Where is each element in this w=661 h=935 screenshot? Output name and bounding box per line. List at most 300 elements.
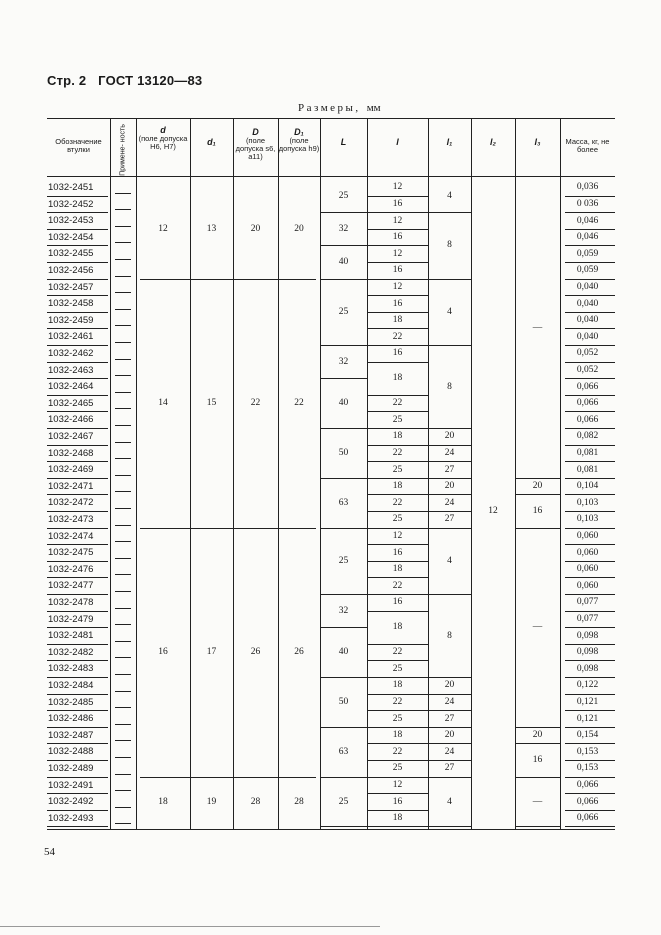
l1-cell: 4	[447, 796, 452, 807]
mass-underline	[565, 577, 615, 578]
D-cell: 22	[250, 398, 261, 409]
l-cell-rule	[367, 777, 428, 778]
designation-cell: 1032-2491	[48, 779, 94, 791]
l1-cell-rule	[428, 760, 471, 761]
designation-cell: 1032-2492	[48, 796, 94, 808]
l1-cell-rule	[428, 494, 471, 495]
designation-cell: 1032-2472	[48, 497, 94, 509]
l3-cell: 20	[532, 730, 543, 741]
designation-underline	[47, 345, 108, 346]
mass-underline	[565, 760, 615, 761]
designation-underline	[47, 362, 108, 363]
designation-cell: 1032-2489	[48, 763, 94, 774]
l3-cell-rule	[515, 494, 560, 495]
d1-cell: 19	[206, 796, 217, 807]
L-cell: 40	[338, 398, 349, 409]
l-cell: 12	[392, 779, 403, 790]
l-cell: 18	[392, 481, 403, 492]
l-cell-rule	[367, 345, 428, 346]
d-cell: 18	[158, 796, 168, 807]
mass-cell: 0,081	[576, 447, 599, 458]
header-l: l	[396, 137, 399, 147]
designation-underline	[47, 660, 108, 661]
column-divider	[471, 118, 472, 829]
l3-cell: —	[532, 323, 543, 334]
applicability-blank	[115, 541, 131, 542]
mass-underline	[565, 660, 615, 661]
column-divider	[110, 118, 111, 829]
l-cell-rule	[367, 660, 428, 661]
l1-cell-rule	[428, 777, 471, 778]
mass-cell: 0,154	[576, 730, 599, 741]
L-cell-rule	[320, 627, 367, 628]
D1-cell: 26	[294, 647, 304, 658]
designation-underline	[47, 577, 108, 578]
l1-cell-rule	[428, 212, 471, 213]
l-cell-rule	[367, 312, 428, 313]
mass-cell: 0,040	[576, 331, 599, 342]
mass-underline	[565, 710, 615, 711]
column-divider	[320, 118, 321, 829]
applicability-blank	[115, 508, 131, 509]
standard-number: ГОСТ 13120—83	[98, 73, 203, 88]
designation-cell: 1032-2451	[48, 182, 94, 193]
designation-underline	[47, 445, 108, 446]
l1-cell-rule	[428, 594, 471, 595]
designation-underline	[47, 328, 108, 329]
designation-cell: 1032-2487	[48, 729, 94, 741]
l-cell-rule	[367, 743, 428, 744]
L-cell-rule	[320, 528, 367, 529]
designation-cell: 1032-2455	[48, 248, 94, 260]
l-cell-rule	[367, 362, 428, 363]
l-cell: 18	[392, 730, 403, 741]
mass-cell: 0,103	[576, 497, 599, 508]
L-cell: 25	[338, 306, 349, 317]
designation-underline	[47, 262, 108, 263]
l-cell: 16	[392, 796, 403, 807]
L-cell-rule	[320, 345, 367, 346]
l-cell: 18	[392, 680, 403, 691]
page-header	[47, 73, 202, 88]
bottom-rule	[0, 926, 380, 927]
applicability-blank	[115, 724, 131, 725]
mass-cell: 0,066	[576, 813, 599, 824]
l1-cell: 20	[444, 680, 455, 691]
l-cell: 25	[392, 414, 403, 425]
designation-underline	[47, 494, 108, 495]
mass-underline	[565, 644, 615, 645]
l-cell: 12	[392, 215, 403, 226]
designation-cell: 1032-2476	[48, 563, 94, 575]
l1-cell-rule	[428, 445, 471, 446]
D1-cell: 22	[294, 398, 304, 409]
mass-cell: 0,081	[576, 464, 599, 475]
mass-cell: 0,104	[576, 481, 599, 492]
mass-cell: 0,121	[576, 713, 599, 724]
header-d: d (поле допуска H6, H7)	[138, 125, 188, 152]
l-cell: 16	[392, 198, 403, 209]
applicability-blank	[115, 475, 131, 476]
designation-cell: 1032-2456	[48, 265, 94, 276]
designation-cell: 1032-2469	[48, 464, 94, 476]
applicability-blank	[115, 276, 131, 277]
L-cell-rule	[320, 428, 367, 429]
mass-underline	[565, 511, 615, 512]
mass-underline	[565, 627, 615, 628]
l-cell-rule	[367, 577, 428, 578]
l-cell-rule	[367, 262, 428, 263]
designation-cell: 1032-2478	[48, 597, 94, 608]
mass-cell: 0,082	[576, 431, 599, 442]
l3-cell: —	[532, 622, 543, 633]
mass-underline	[565, 262, 615, 263]
designation-cell: 1032-2475	[48, 547, 94, 559]
d-cell: 16	[158, 647, 168, 658]
mass-cell: 0,066	[576, 796, 599, 807]
header-d1: d₁	[207, 137, 216, 147]
designation-underline	[47, 677, 108, 678]
applicability-blank	[115, 226, 131, 227]
applicability-blank	[115, 574, 131, 575]
l-cell-rule	[367, 411, 428, 412]
mass-underline	[565, 196, 615, 197]
designation-underline	[47, 245, 108, 246]
mass-cell: 0,046	[576, 215, 599, 226]
l1-cell: 20	[444, 481, 455, 492]
d1-cell: 15	[206, 398, 217, 409]
applicability-blank	[115, 359, 131, 360]
l-cell-rule	[367, 395, 428, 396]
mass-cell: 0,098	[576, 647, 599, 658]
l-cell-rule	[367, 212, 428, 213]
designation-underline	[47, 694, 108, 695]
l-cell-rule	[367, 511, 428, 512]
l-cell-rule	[367, 644, 428, 645]
L-cell-rule	[320, 478, 367, 479]
page-number: 54	[44, 846, 55, 858]
l-cell: 22	[392, 746, 403, 757]
mass-cell: 0,036	[576, 182, 599, 193]
l-cell-rule	[367, 461, 428, 462]
l1-cell: 8	[447, 381, 452, 392]
header-mass: Масса, кг, не более	[565, 137, 610, 154]
designation-cell: 1032-2474	[48, 530, 94, 542]
designation-cell: 1032-2481	[48, 630, 94, 642]
mass-underline	[565, 743, 615, 744]
designation-underline	[47, 777, 108, 778]
L-cell-rule	[320, 594, 367, 595]
l1-cell-rule	[428, 528, 471, 529]
L-cell: 63	[338, 497, 349, 508]
l-cell: 18	[392, 315, 403, 326]
l-cell: 25	[392, 663, 403, 674]
column-divider	[190, 118, 191, 829]
group-rule	[140, 777, 316, 778]
l-cell: 18	[392, 564, 403, 575]
l-cell: 22	[392, 580, 403, 591]
L-cell: 25	[338, 555, 349, 566]
l-cell-rule	[367, 328, 428, 329]
designation-underline	[47, 428, 108, 429]
l1-cell: 24	[444, 696, 455, 707]
L-cell: 50	[338, 696, 349, 707]
l-cell: 12	[392, 281, 403, 292]
applicability-blank	[115, 608, 131, 609]
mass-cell: 0,060	[576, 564, 599, 575]
designation-underline	[47, 312, 108, 313]
l-cell-rule	[367, 494, 428, 495]
l1-cell-rule	[428, 727, 471, 728]
designation-cell: 1032-2452	[48, 198, 94, 210]
L-cell: 63	[338, 746, 349, 757]
l-cell: 22	[392, 696, 403, 707]
L-cell-rule	[320, 212, 367, 213]
mass-underline	[565, 362, 615, 363]
designation-cell: 1032-2459	[48, 314, 94, 326]
mass-cell: 0,077	[576, 597, 599, 608]
applicability-blank	[115, 674, 131, 675]
l-cell: 25	[392, 514, 403, 525]
mass-cell: 0,066	[576, 779, 599, 790]
applicability-blank	[115, 193, 131, 194]
designation-underline	[47, 461, 108, 462]
l-cell-rule	[367, 826, 428, 827]
caption-text: Размеры,	[298, 102, 361, 114]
applicability-blank	[115, 525, 131, 526]
page-label: Стр. 2	[47, 73, 87, 88]
applicability-blank	[115, 657, 131, 658]
mass-cell: 0,052	[576, 364, 599, 375]
L-cell-rule	[320, 245, 367, 246]
header-l3: l₃	[534, 137, 541, 147]
l1-cell-rule	[428, 428, 471, 429]
l-cell-rule	[367, 760, 428, 761]
designation-underline	[47, 594, 108, 595]
header-applicability-text: Примене- ность	[119, 124, 127, 176]
designation-underline	[47, 478, 108, 479]
applicability-blank	[115, 707, 131, 708]
column-divider	[278, 118, 279, 829]
header-designation: Обозначение втулки	[55, 137, 102, 154]
designation-cell: 1032-2486	[48, 713, 94, 725]
L-cell: 50	[338, 447, 349, 458]
designation-underline	[47, 793, 108, 794]
l-cell-rule	[367, 478, 428, 479]
l-cell-rule	[367, 677, 428, 678]
designation-cell: 1032-2458	[48, 298, 94, 310]
mass-underline	[565, 528, 615, 529]
l1-cell-rule	[428, 478, 471, 479]
mass-underline	[565, 229, 615, 230]
mass-underline	[565, 395, 615, 396]
l1-cell-rule	[428, 710, 471, 711]
applicability-blank	[115, 425, 131, 426]
l1-cell: 24	[444, 447, 455, 458]
l1-cell: 4	[447, 306, 452, 317]
l1-cell: 27	[444, 713, 455, 724]
D-cell: 20	[250, 223, 261, 234]
l-cell: 16	[392, 265, 403, 276]
l-cell-rule	[367, 611, 428, 612]
designation-cell: 1032-2467	[48, 431, 94, 442]
mass-underline	[565, 677, 615, 678]
l1-cell: 8	[447, 630, 452, 641]
L-cell: 32	[338, 223, 349, 234]
applicability-blank	[115, 309, 131, 310]
D1-cell: 20	[294, 223, 304, 234]
designation-underline	[47, 229, 108, 230]
mass-underline	[565, 494, 615, 495]
column-divider	[136, 118, 137, 829]
d1-cell: 13	[206, 223, 217, 234]
mass-cell: 0,060	[576, 547, 599, 558]
mass-cell: 0,059	[576, 248, 599, 259]
applicability-blank	[115, 790, 131, 791]
applicability-blank	[115, 292, 131, 293]
mass-cell: 0,153	[576, 763, 599, 774]
mass-cell: 0,122	[576, 680, 599, 691]
l-cell: 22	[392, 497, 403, 508]
l3-cell-rule	[515, 777, 560, 778]
L-cell: 32	[338, 605, 349, 616]
applicability-blank	[115, 757, 131, 758]
L-cell-rule	[320, 727, 367, 728]
L-cell: 32	[338, 356, 349, 367]
L-cell-rule	[320, 777, 367, 778]
mass-cell: 0,060	[576, 580, 599, 591]
mass-underline	[565, 461, 615, 462]
applicability-blank	[115, 491, 131, 492]
applicability-blank	[115, 408, 131, 409]
header-D: D (поле допуска s6, a11)	[235, 127, 276, 162]
l3-cell: 16	[532, 506, 543, 516]
designation-cell: 1032-2488	[48, 746, 94, 758]
l1-cell: 27	[444, 464, 455, 475]
mass-underline	[565, 328, 615, 329]
mass-underline	[565, 727, 615, 728]
l-cell: 22	[392, 398, 403, 409]
designation-underline	[47, 810, 108, 811]
l3-cell-rule	[515, 528, 560, 529]
l3-cell: —	[532, 796, 543, 807]
applicability-blank	[115, 209, 131, 210]
designation-underline	[47, 743, 108, 744]
l-cell: 18	[392, 813, 403, 824]
designation-cell: 1032-2454	[48, 231, 94, 243]
designation-cell: 1032-2493	[48, 812, 94, 824]
applicability-blank	[115, 342, 131, 343]
mass-cell: 0,066	[576, 381, 599, 392]
designation-underline	[47, 411, 108, 412]
L-cell-rule	[320, 378, 367, 379]
L-cell: 25	[338, 796, 349, 807]
l1-cell: 4	[447, 555, 452, 566]
designation-underline	[47, 627, 108, 628]
column-divider	[367, 118, 368, 829]
designation-cell: 1032-2453	[48, 215, 94, 227]
column-divider	[560, 118, 561, 829]
designation-cell: 1032-2477	[48, 580, 94, 592]
mass-underline	[565, 245, 615, 246]
designation-cell: 1032-2465	[48, 397, 94, 409]
D-cell: 26	[250, 647, 261, 658]
applicability-blank	[115, 325, 131, 326]
header-applicability	[110, 125, 136, 175]
applicability-blank	[115, 641, 131, 642]
l-cell-rule	[367, 528, 428, 529]
l-cell: 12	[392, 182, 403, 193]
l-cell: 18	[392, 431, 403, 442]
applicability-blank	[115, 624, 131, 625]
designation-underline	[47, 295, 108, 296]
L-cell: 40	[338, 647, 349, 658]
applicability-blank	[115, 558, 131, 559]
designation-cell: 1032-2463	[48, 364, 94, 376]
l-cell-rule	[367, 594, 428, 595]
l1-cell-rule	[428, 279, 471, 280]
l1-cell-rule	[428, 345, 471, 346]
l3-cell-rule	[515, 478, 560, 479]
designation-cell: 1032-2457	[48, 281, 94, 293]
l1-cell-rule	[428, 511, 471, 512]
designation-cell: 1032-2471	[48, 480, 94, 492]
applicability-blank	[115, 774, 131, 775]
mass-underline	[565, 212, 615, 213]
l3-cell-rule	[515, 743, 560, 744]
applicability-blank	[115, 375, 131, 376]
mass-underline	[565, 279, 615, 280]
L-cell: 40	[338, 257, 349, 267]
mass-underline	[565, 611, 615, 612]
l1-cell: 24	[444, 746, 455, 757]
l3-cell: 20	[532, 481, 543, 492]
mass-underline	[565, 777, 615, 778]
l1-cell-rule	[428, 694, 471, 695]
mass-underline	[565, 378, 615, 379]
designation-cell: 1032-2468	[48, 447, 94, 459]
l1-cell-rule	[428, 743, 471, 744]
l-cell-rule	[367, 544, 428, 545]
designation-cell: 1032-2473	[48, 514, 94, 525]
designation-cell: 1032-2485	[48, 696, 94, 708]
designation-underline	[47, 561, 108, 562]
mass-underline	[565, 411, 615, 412]
applicability-blank	[115, 823, 131, 824]
header-D1: D₁ (поле допуска h9)	[278, 127, 320, 154]
designation-underline	[47, 378, 108, 379]
applicability-blank	[115, 740, 131, 741]
L-cell: 25	[338, 190, 349, 201]
header-bottom-rule	[47, 176, 615, 177]
l-cell: 22	[392, 447, 403, 458]
designation-underline	[47, 710, 108, 711]
mass-cell: 0,098	[576, 663, 599, 674]
l-cell: 16	[392, 232, 403, 243]
D-cell: 28	[250, 796, 261, 807]
L-cell-rule	[320, 826, 367, 827]
l3-cell-rule	[515, 727, 560, 728]
l-cell-rule	[367, 428, 428, 429]
mass-cell: 0,040	[576, 298, 599, 309]
l-cell: 12	[392, 530, 403, 541]
designation-cell: 1032-2479	[48, 613, 94, 625]
l2-cell: 12	[488, 506, 498, 516]
l-cell: 18	[392, 373, 403, 384]
applicability-blank	[115, 392, 131, 393]
group-rule	[140, 528, 316, 529]
designation-underline	[47, 760, 108, 761]
